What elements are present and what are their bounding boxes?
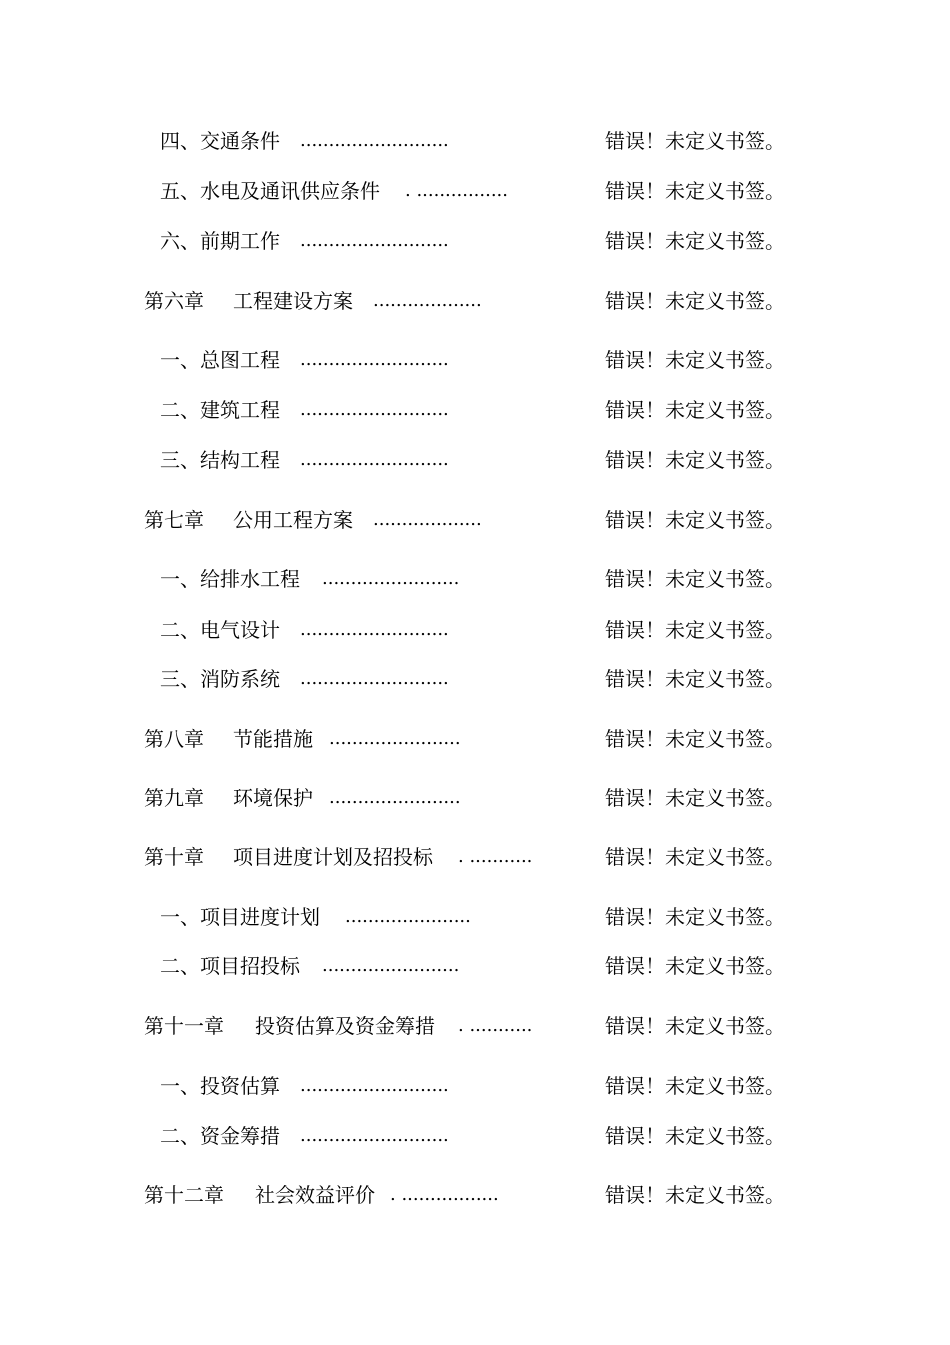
toc-leader-dots: .......................... bbox=[300, 1125, 449, 1146]
toc-entry-number: 四、 bbox=[160, 129, 200, 153]
toc-entry-number: 三、 bbox=[160, 448, 200, 472]
toc-entry-status: 错误！未定义书签。 bbox=[605, 179, 785, 203]
toc-entry-title: 给排水工程 bbox=[200, 567, 300, 591]
toc-entry-number: 二、 bbox=[160, 1124, 200, 1148]
toc-entry-title: 消防系统 bbox=[200, 667, 280, 691]
toc-entry-status: 错误！未定义书签。 bbox=[605, 727, 785, 751]
toc-leader-dots: .......................... bbox=[300, 619, 449, 640]
toc-entry-number: 第十一章 bbox=[144, 1014, 224, 1038]
toc-entry-status: 错误！未定义书签。 bbox=[605, 398, 785, 422]
toc-entry-section-6 bbox=[0, 226, 950, 256]
toc-entry-number: 一、 bbox=[160, 567, 200, 591]
toc-entry-chapter-7 bbox=[0, 505, 950, 535]
toc-leader-dots: ........................ bbox=[322, 955, 460, 976]
toc-entry-status: 错误！未定义书签。 bbox=[605, 229, 785, 253]
toc-entry-number: 六、 bbox=[160, 229, 200, 253]
toc-leader-dots: ...................... bbox=[345, 906, 471, 927]
toc-entry-status: 错误！未定义书签。 bbox=[605, 667, 785, 691]
toc-entry-status: 错误！未定义书签。 bbox=[605, 1124, 785, 1148]
toc-entry-title: 结构工程 bbox=[200, 448, 280, 472]
toc-entry-section-1 bbox=[0, 902, 950, 932]
toc-entry-title: 投资估算 bbox=[200, 1074, 280, 1098]
toc-entry-number: 第八章 bbox=[144, 727, 204, 751]
toc-entry-title: 公用工程方案 bbox=[233, 508, 353, 532]
toc-entry-title: 建筑工程 bbox=[200, 398, 280, 422]
toc-leader-dots: .......................... bbox=[300, 449, 449, 470]
toc-entry-title: 项目招投标 bbox=[200, 954, 300, 978]
toc-entry-number: 第九章 bbox=[144, 786, 204, 810]
toc-leader-dots: .......................... bbox=[300, 1075, 449, 1096]
toc-leader-dots: ....................... bbox=[329, 728, 461, 749]
toc-entry-number: 第十章 bbox=[144, 845, 204, 869]
toc-entry-status: 错误！未定义书签。 bbox=[605, 567, 785, 591]
toc-entry-number: 一、 bbox=[160, 1074, 200, 1098]
toc-leader-dots: .......................... bbox=[300, 349, 449, 370]
toc-entry-number: 第六章 bbox=[144, 289, 204, 313]
toc-entry-number: 第七章 bbox=[144, 508, 204, 532]
toc-entry-title: 资金筹措 bbox=[200, 1124, 280, 1148]
toc-entry-number: 第十二章 bbox=[144, 1183, 224, 1207]
toc-leader-dots: . ................ bbox=[405, 180, 508, 201]
toc-entry-number: 一、 bbox=[160, 348, 200, 372]
toc-entry-title: 前期工作 bbox=[200, 229, 280, 253]
toc-entry-chapter-6 bbox=[0, 286, 950, 316]
toc-entry-section-2 bbox=[0, 1121, 950, 1151]
toc-leader-dots: ................... bbox=[373, 290, 482, 311]
toc-leader-dots: ....................... bbox=[329, 787, 461, 808]
toc-entry-title: 总图工程 bbox=[200, 348, 280, 372]
toc-entry-number: 二、 bbox=[160, 954, 200, 978]
toc-entry-number: 五、 bbox=[160, 179, 200, 203]
toc-entry-title: 节能措施 bbox=[233, 727, 313, 751]
toc-entry-number: 一、 bbox=[160, 905, 200, 929]
toc-entry-section-2 bbox=[0, 951, 950, 981]
toc-entry-title: 工程建设方案 bbox=[233, 289, 353, 313]
toc-entry-section-1 bbox=[0, 564, 950, 594]
toc-entry-number: 二、 bbox=[160, 398, 200, 422]
toc-entry-chapter-10 bbox=[0, 842, 950, 872]
toc-entry-status: 错误！未定义书签。 bbox=[605, 289, 785, 313]
toc-entry-status: 错误！未定义书签。 bbox=[605, 954, 785, 978]
toc-entry-section-3 bbox=[0, 445, 950, 475]
toc-leader-dots: ................... bbox=[373, 509, 482, 530]
toc-entry-status: 错误！未定义书签。 bbox=[605, 618, 785, 642]
toc-leader-dots: .......................... bbox=[300, 130, 449, 151]
toc-entry-section-2 bbox=[0, 615, 950, 645]
toc-leader-dots: . ........... bbox=[458, 1015, 533, 1036]
toc-entry-title: 水电及通讯供应条件 bbox=[200, 179, 380, 203]
toc-entry-title: 项目进度计划 bbox=[200, 905, 320, 929]
toc-entry-chapter-12 bbox=[0, 1180, 950, 1210]
toc-entry-title: 投资估算及资金筹措 bbox=[255, 1014, 435, 1038]
toc-entry-chapter-11 bbox=[0, 1011, 950, 1041]
toc-entry-number: 三、 bbox=[160, 667, 200, 691]
toc-entry-status: 错误！未定义书签。 bbox=[605, 508, 785, 532]
toc-leader-dots: . ................. bbox=[390, 1184, 499, 1205]
toc-leader-dots: .......................... bbox=[300, 399, 449, 420]
toc-leader-dots: .......................... bbox=[300, 230, 449, 251]
toc-entry-status: 错误！未定义书签。 bbox=[605, 348, 785, 372]
toc-entry-section-3 bbox=[0, 664, 950, 694]
toc-entry-status: 错误！未定义书签。 bbox=[605, 1183, 785, 1207]
toc-entry-title: 电气设计 bbox=[200, 618, 280, 642]
toc-entry-section-1 bbox=[0, 345, 950, 375]
toc-entry-section-2 bbox=[0, 395, 950, 425]
toc-leader-dots: . ........... bbox=[458, 846, 533, 867]
toc-entry-section-5 bbox=[0, 176, 950, 206]
toc-entry-chapter-8 bbox=[0, 724, 950, 754]
toc-entry-number: 二、 bbox=[160, 618, 200, 642]
toc-entry-chapter-9 bbox=[0, 783, 950, 813]
toc-entry-section-1 bbox=[0, 1071, 950, 1101]
toc-leader-dots: ........................ bbox=[322, 568, 460, 589]
toc-entry-status: 错误！未定义书签。 bbox=[605, 129, 785, 153]
toc-entry-title: 交通条件 bbox=[200, 129, 280, 153]
toc-entry-title: 社会效益评价 bbox=[255, 1183, 375, 1207]
toc-entry-section-4 bbox=[0, 126, 950, 156]
toc-leader-dots: .......................... bbox=[300, 668, 449, 689]
toc-entry-title: 环境保护 bbox=[233, 786, 313, 810]
toc-entry-status: 错误！未定义书签。 bbox=[605, 1074, 785, 1098]
toc-entry-status: 错误！未定义书签。 bbox=[605, 448, 785, 472]
toc-entry-status: 错误！未定义书签。 bbox=[605, 845, 785, 869]
toc-entry-status: 错误！未定义书签。 bbox=[605, 786, 785, 810]
toc-entry-status: 错误！未定义书签。 bbox=[605, 905, 785, 929]
toc-entry-title: 项目进度计划及招投标 bbox=[233, 845, 433, 869]
toc-entry-status: 错误！未定义书签。 bbox=[605, 1014, 785, 1038]
